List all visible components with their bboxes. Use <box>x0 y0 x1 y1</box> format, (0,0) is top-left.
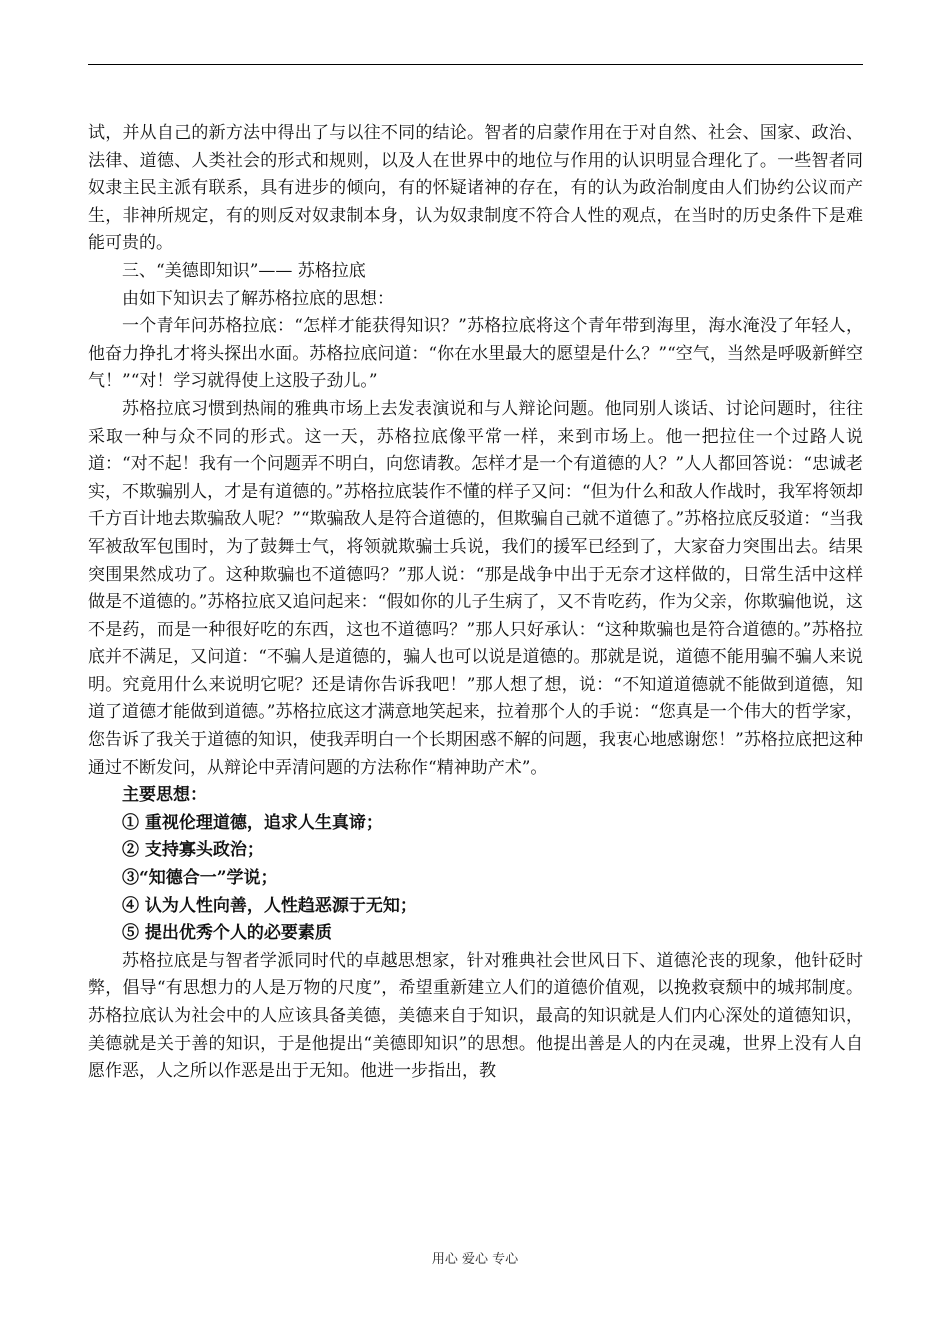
main-idea-item: ④ 认为人性向善，人性趋恶源于无知； <box>122 895 417 916</box>
main-idea-item: ① 重视伦理道德，追求人生真谛； <box>122 812 383 833</box>
main-idea-item: ⑤ 提出优秀个人的必要素质 <box>122 923 332 944</box>
paragraph-market-dialogue: 苏格拉底习惯到热闹的雅典市场上去发表演说和与人辩论问题。他同别人谈话、讨论问题时，往往采取一种与众不同的形式。这一天，苏格拉底像平常一样，来到市场上。他一把拉住一个过路人说道：“对不起！我有一个问题弄不明白，向您请教。怎样才是一个有道德的人？”人人都回答说：“忠诚老实，不欺骗别人，才是有道德的。”苏格拉底装作不懂的样子又问：“但为什么和敌人作战时，我军将领却千方百计地去欺骗敌人呢？”“欺骗敌人是符合道德的，但欺骗自己就不道德了。”苏格拉底反驳道：“当我军被敌军包围时，为了鼓舞士气，将领就欺骗士兵说，我们的援军已经到了，大家奋力突围出去。结果突围果然成功了。这种欺骗也不道德吗？”那人说：“那是战争中出于无奈才这样做的，日常生活中这样做是不道德的。”苏格拉底又追问起来：“假如你的儿子生病了，又不肯吃药，作为父亲，你欺骗他说，这不是药，而是一种很好吃的东西，这也不道德吗？”那人只好承认：“这种欺骗也是符合道德的。”苏格拉底并不满足，又问道：“不骗人是道德的，骗人也可以说是道德的。那就是说，道德不能用骗不骗人来说明。究竟用什么来说明它呢？还是请你告诉我吧！”那人想了想，说：“不知道道德就不能做到道德，知道了道德才能做到道德。”苏格拉底这才满意地笑起来，拉着那个人的手说：“您真是一个伟大的哲学家，您告诉了我关于道德的知识，使我弄明白一个长期困惑不解的问题，我衷心地感谢您！”苏格拉底把这种通过不断发问，从辩论中弄清问题的方法称作“精神助产术”。 <box>88 398 863 778</box>
document-body <box>88 120 863 1086</box>
main-idea-item: ② 支持寡头政治； <box>122 840 264 861</box>
section-heading-socrates: 三、“美德即知识”—— 苏格拉底 <box>122 260 366 281</box>
main-idea-item: ③“知德合一”学说； <box>122 868 278 889</box>
paragraph-sophists-conclusion: 试，并从自己的新方法中得出了与以往不同的结论。智者的启蒙作用在于对自然、社会、国家、政治、法律、道德、人类社会的形式和规则，以及人在世界中的地位与作用的认识明显合理化了。一些智者同奴隶主民主派有联系，具有进步的倾向，有的怀疑诸神的存在，有的认为政治制度由人们协约公议而产生，非神所规定，有的则反对奴隶制本身，认为奴隶制度不符合人性的观点，在当时的历史条件下是难能可贵的。 <box>88 123 863 254</box>
paragraph-intro: 由如下知识去了解苏格拉底的思想： <box>122 288 394 309</box>
page-footer: 用心 爱心 专心 <box>431 1252 519 1267</box>
header-rule <box>88 64 863 65</box>
paragraph-youth-story: 一个青年问苏格拉底：“怎样才能获得知识？”苏格拉底将这个青年带到海里，海水淹没了年轻人，他奋力挣扎才将头探出水面。苏格拉底问道：“你在水里最大的愿望是什么？”“空气，当然是呼吸新鲜空气！”“对！学习就得使上这股子劲儿。” <box>88 316 863 392</box>
main-ideas-heading: 主要思想： <box>122 785 207 806</box>
paragraph-virtue-knowledge: 苏格拉底是与智者学派同时代的卓越思想家，针对雅典社会世风日下、道德沦丧的现象，他针砭时弊，倡导“有思想力的人是万物的尺度”，希望重新建立人们的道德价值观，以挽救衰颓中的城邦制度。苏格拉底认为社会中的人应该具备美德，美德来自于知识，最高的知识就是人们内心深处的道德知识，美德就是关于善的知识，于是他提出“美德即知识”的思想。他提出善是人的内在灵魂，世界上没有人自愿作恶，人之所以作恶是出于无知。他进一步指出，教 <box>88 950 863 1082</box>
